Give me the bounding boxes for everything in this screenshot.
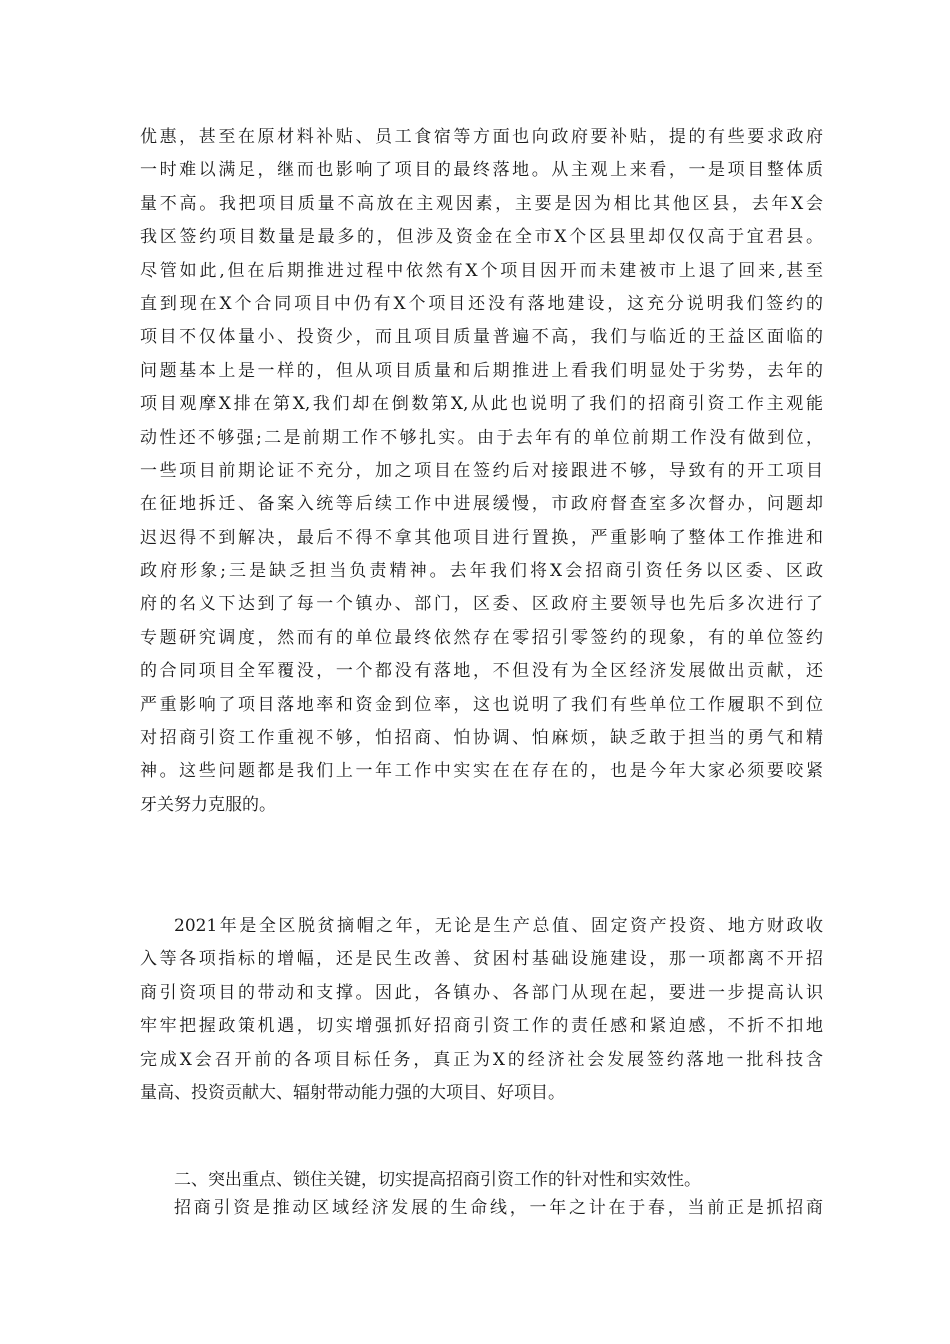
- text-line: 一时难以满足，继而也影响了项目的最终落地。从主观上来看，一是项目整体质: [140, 160, 823, 181]
- text-line: 对招商引资工作重视不够，怕招商、怕协调、怕麻烦，缺乏敢于担当的勇气和精: [140, 728, 823, 749]
- section-two: [140, 1166, 823, 1222]
- text-line: 神。这些问题都是我们上一年工作中实实在在存在的，也是今年大家必须要咬紧: [140, 761, 823, 782]
- text-line: 迟迟得不到解决，最后不得不拿其他项目进行置换，严重影响了整体工作推进和: [140, 527, 823, 548]
- text-line: 专题研究调度，然而有的单位最终依然存在零招引零签约的现象，有的单位签约: [140, 627, 823, 648]
- text-line: 问题基本上是一样的，但从项目质量和后期推进上看我们明显处于劣势，去年的: [140, 360, 823, 381]
- text-line: 完成X会召开前的各项目标任务，真正为X的经济社会发展签约落地一批科技含: [140, 1049, 823, 1070]
- text-line: 量高、投资贡献大、辐射带动能力强的大项目、好项目。: [140, 1082, 565, 1103]
- section-heading: 二、突出重点、锁住关键，切实提高招商引资工作的针对性和实效性。: [174, 1170, 701, 1190]
- text-line: 入等各项指标的增幅，还是民生改善、贫困村基础设施建设，那一项都离不开招: [140, 949, 823, 970]
- text-line: 牢牢把握政策机遇，切实增强抓好招商引资工作的责任感和紧迫感，不折不扣地: [140, 1016, 823, 1037]
- text-line: 政府形象;三是缺乏担当负责精神。去年我们将X会招商引资任务以区委、区政: [140, 561, 823, 582]
- text-line: 严重影响了项目落地率和资金到位率，这也说明了我们有些单位工作履职不到位: [140, 694, 823, 715]
- text-line: 我区签约项目数量是最多的，但涉及资金在全市X个区县里却仅仅高于宜君县。: [140, 227, 823, 248]
- text-line: 府的名义下达到了每一个镇办、部门，区委、区政府主要领导也先后多次进行了: [140, 594, 823, 615]
- text-line: 动性还不够强;二是前期工作不够扎实。由于去年有的单位前期工作没有做到位，: [140, 427, 823, 448]
- text-line: 直到现在X个合同项目中仍有X个项目还没有落地建设，这充分说明我们签约的: [140, 293, 823, 314]
- text-line: 优惠，甚至在原材料补贴、员工食宿等方面也向政府要补贴，提的有些要求政府: [140, 127, 823, 147]
- text-line: 项目不仅体量小、投资少，而且项目质量普遍不高，我们与临近的王益区面临的: [140, 327, 823, 348]
- paragraph-problems: [140, 121, 823, 822]
- text-line: 招商引资是推动区域经济发展的生命线，一年之计在于春，当前正是抓招商: [174, 1198, 823, 1218]
- text-line: 商引资项目的带动和支撑。因此，各镇办、各部门从现在起，要进一步提高认识: [140, 982, 823, 1003]
- text-line: 在征地拆迁、备案入统等后续工作中进展缓慢，市政府督查室多次督办，问题却: [140, 494, 823, 515]
- text-line: 的合同项目全军覆没，一个都没有落地，不但没有为全区经济发展做出贡献，还: [140, 661, 823, 682]
- text-line: 牙关努力克服的。: [140, 794, 276, 815]
- text-line: 2021年是全区脱贫摘帽之年，无论是生产总值、固定资产投资、地方财政收: [174, 916, 823, 936]
- text-line: 量不高。我把项目质量不高放在主观因素，主要是因为相比其他区县，去年X会: [140, 193, 823, 214]
- text-line: 尽管如此,但在后期推进过程中依然有X个项目因开而未建被市上退了回来,甚至: [140, 260, 823, 281]
- paragraph-2021-goals: [140, 910, 823, 1110]
- text-line: 项目观摩X排在第X,我们却在倒数第X,从此也说明了我们的招商引资工作主观能: [140, 394, 823, 415]
- text-line: 一些项目前期论证不充分，加之项目在签约后对接跟进不够，导致有的开工项目: [140, 460, 823, 481]
